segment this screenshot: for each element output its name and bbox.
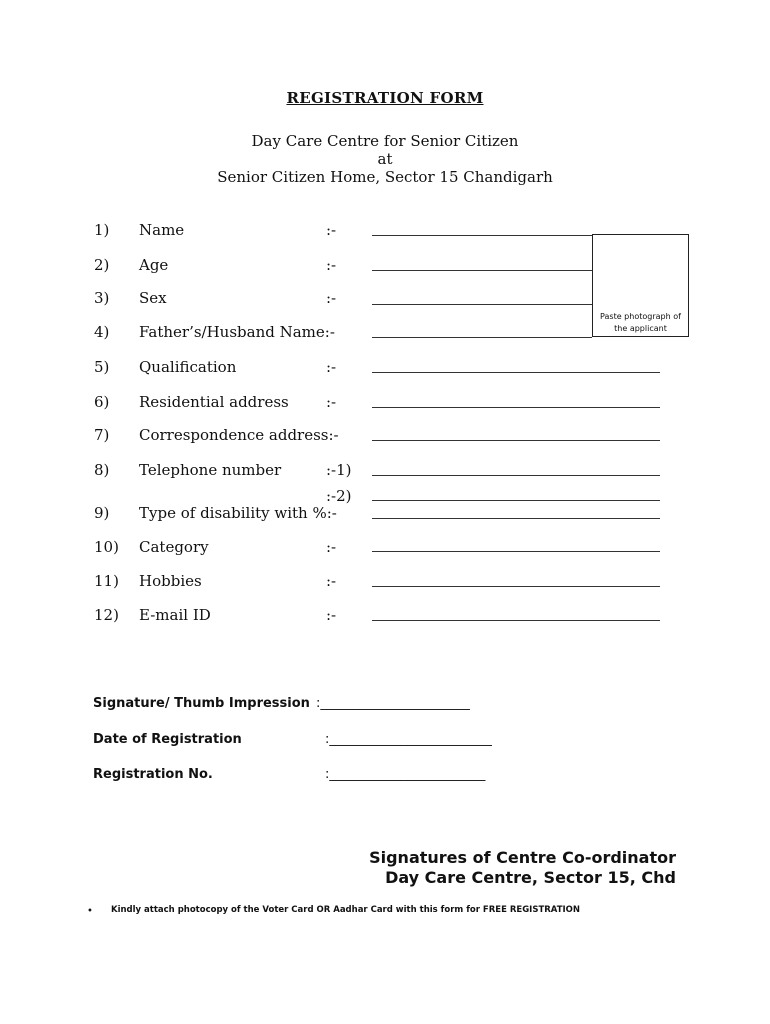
registration-no-label: Registration No. [93,767,213,782]
form-title: REGISTRATION FORM [286,89,484,107]
attachment-note: Kindly attach photocopy of the Voter Card OR Aadhar Card with this form for FREE REGISTRATION [111,905,581,915]
coordinator-signature-title: Signatures of Centre Co-ordinator [369,848,676,867]
field-input-line[interactable] [372,337,592,338]
field-separator: :- [326,606,337,624]
field-label: Telephone number [139,461,282,479]
field-separator: :- [326,538,337,556]
field-number: 8) [94,461,110,479]
date-of-registration-field[interactable]: :_________________________ [325,732,492,747]
coordinator-centre-name: Day Care Centre, Sector 15, Chd [385,868,676,887]
field-label: Sex [139,289,167,307]
note-bullet: • [87,906,93,917]
field-input-line[interactable] [372,270,592,271]
field-input-line[interactable] [372,500,660,501]
field-number: 4) [94,323,110,341]
field-number: 11) [94,572,119,590]
field-input-line[interactable] [372,518,660,519]
photo-box-label: Paste photograph of the applicant [600,312,681,333]
field-input-line[interactable] [372,407,660,408]
field-input-line[interactable] [372,440,660,441]
signature-thumb-label: Signature/ Thumb Impression [93,696,310,711]
date-of-registration-label: Date of Registration [93,732,242,747]
field-number: 10) [94,538,119,556]
field-label: Type of disability with %:- [139,504,337,522]
field-separator: :- [326,256,337,274]
field-label: Hobbies [139,572,202,590]
field-label: Category [139,538,209,556]
field-number: 5) [94,358,110,376]
field-label: Qualification [139,358,237,376]
field-label: Father’s/Husband Name:- [139,323,335,341]
field-input-line[interactable] [372,475,660,476]
field-number: 3) [94,289,110,307]
field-input-line[interactable] [372,620,660,621]
signature-thumb-field[interactable]: :_______________________ [316,696,470,711]
field-number: 1) [94,221,110,239]
field-separator: :- [326,221,337,239]
field-input-line[interactable] [372,586,660,587]
photo-box [592,234,689,337]
field-label: Residential address [139,393,289,411]
field-separator: :-2) [326,487,352,505]
field-separator: :- [326,393,337,411]
field-input-line[interactable] [372,304,592,305]
field-number: 12) [94,606,119,624]
field-separator: :- [326,572,337,590]
field-input-line[interactable] [372,235,592,236]
field-label: E-mail ID [139,606,211,624]
subtitle-line-1: Day Care Centre for Senior Citizen [251,132,519,150]
field-number: 6) [94,393,110,411]
field-label: Correspondence address:- [139,426,339,444]
field-number: 2) [94,256,110,274]
subtitle-line-2: at [377,150,393,168]
field-input-line[interactable] [372,372,660,373]
field-input-line[interactable] [372,551,660,552]
field-separator: :-1) [326,461,352,479]
field-separator: :- [326,358,337,376]
subtitle-line-3: Senior Citizen Home, Sector 15 Chandigarh [217,168,553,186]
field-number: 7) [94,426,110,444]
registration-no-field[interactable]: :________________________ [325,767,486,782]
field-label: Age [139,256,169,274]
field-separator: :- [326,289,337,307]
field-label: Name [139,221,185,239]
field-number: 9) [94,504,110,522]
